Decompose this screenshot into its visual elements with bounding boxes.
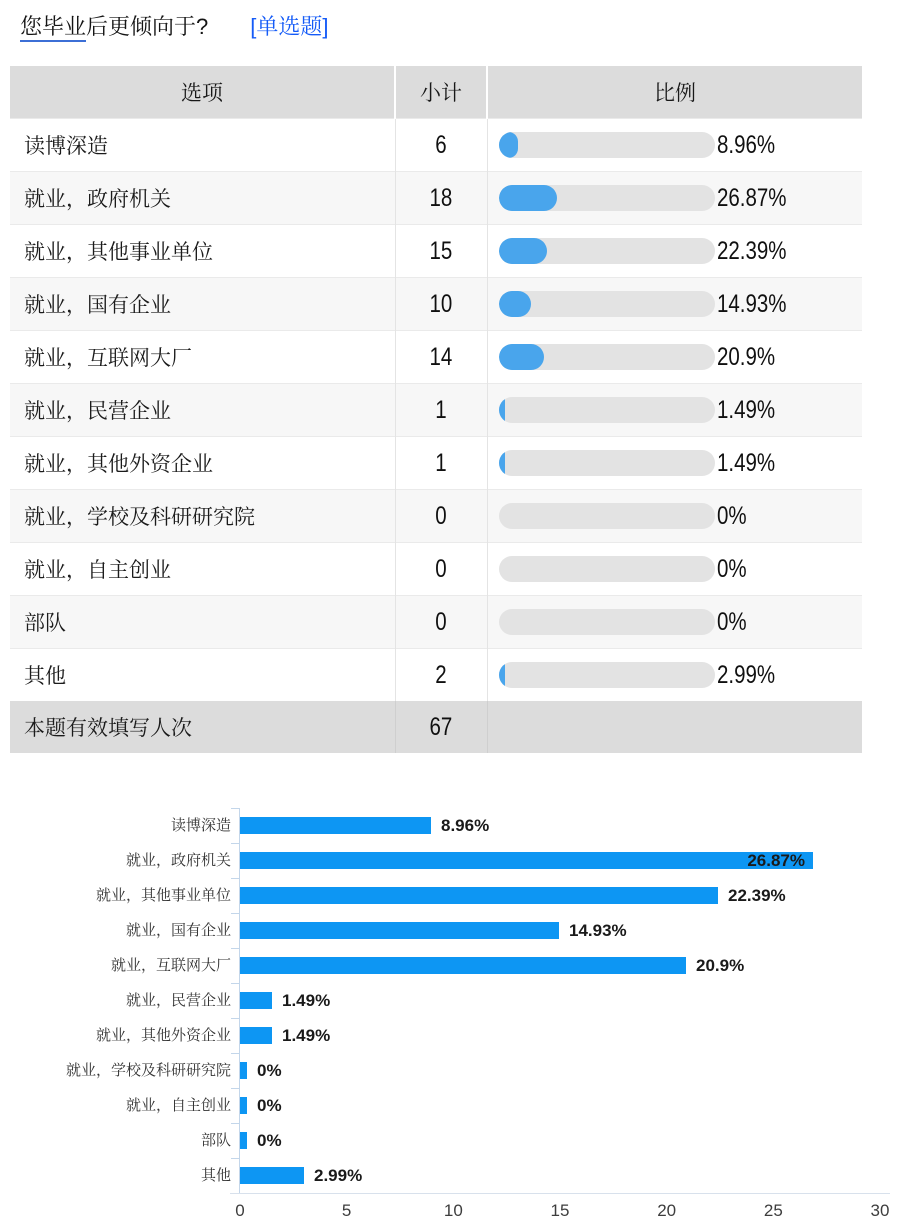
chart-category-label: 就业，自主创业 (125, 1097, 231, 1114)
chart-category-label: 就业，其他外资企业 (95, 1027, 231, 1044)
ratio-bar-fill (499, 238, 547, 264)
ratio-bar-track (499, 662, 715, 688)
option-cell: 就业，国有企业 (10, 278, 395, 331)
chart-x-axis-tick-label: 15 (550, 1201, 570, 1220)
chart-category-label: 其他 (200, 1167, 231, 1184)
chart-x-axis-tick-label: 25 (763, 1201, 783, 1220)
chart-row (0, 1158, 901, 1193)
table-row (10, 384, 862, 437)
chart-bar (240, 1167, 304, 1184)
table-row (10, 437, 862, 490)
count-cell (395, 490, 487, 543)
option-cell: 就业，民营企业 (10, 384, 395, 437)
table-row (10, 543, 862, 596)
chart-row (0, 948, 901, 983)
chart-row (0, 1053, 901, 1088)
count-value: 1 (435, 448, 447, 477)
ratio-bar-fill (499, 397, 505, 423)
chart-category-tick (231, 1053, 239, 1054)
bar-chart (0, 797, 901, 1228)
ratio-bar-track (499, 503, 715, 529)
question-type-tag: [单选题] (250, 14, 329, 39)
ratio-percent-label: 1.49% (716, 448, 775, 477)
ratio-cell (487, 278, 862, 331)
table-row (10, 119, 862, 172)
footer-label: 本题有效填写人次 (10, 701, 395, 753)
option-cell: 读博深造 (24, 135, 108, 158)
chart-bar (240, 887, 718, 904)
table-footer-row (10, 701, 862, 753)
ratio-cell (487, 119, 862, 172)
chart-bar (240, 1132, 247, 1149)
chart-bar-value-label: 8.96% (441, 816, 490, 835)
ratio-bar-fill (499, 132, 518, 158)
header-ratio: 比例 (487, 66, 862, 119)
ratio-percent-label: 0% (716, 501, 747, 530)
footer-empty-cell (487, 701, 862, 753)
chart-x-axis-line (230, 1193, 890, 1194)
count-cell (395, 543, 487, 596)
chart-category-tick (231, 1088, 239, 1089)
chart-row (0, 808, 901, 843)
table-row (10, 278, 862, 331)
count-cell (395, 278, 487, 331)
count-value: 1 (435, 395, 447, 424)
ratio-percent-label: 26.87% (716, 183, 787, 212)
ratio-bar-fill (499, 291, 531, 317)
ratio-cell (487, 384, 862, 437)
question-title-underlined: 您毕业 (20, 14, 86, 42)
chart-row (0, 913, 901, 948)
chart-row (0, 1018, 901, 1053)
chart-bar (240, 817, 431, 834)
chart-bar-value-label: 20.9% (696, 956, 745, 975)
count-cell (395, 172, 487, 225)
chart-bar-value-label: 0% (257, 1061, 282, 1080)
ratio-cell (487, 649, 862, 702)
table-row (10, 172, 862, 225)
ratio-percent-label: 22.39% (716, 236, 787, 265)
count-value: 0 (435, 501, 447, 530)
results-table (10, 66, 862, 753)
ratio-cell (487, 437, 862, 490)
question-title (0, 0, 901, 42)
ratio-percent-label: 14.93% (716, 289, 787, 318)
ratio-cell (487, 331, 862, 384)
ratio-bar-track (499, 609, 715, 635)
chart-category-label: 部队 (200, 1132, 231, 1149)
count-value: 0 (435, 607, 447, 636)
count-value: 14 (429, 342, 453, 371)
ratio-bar-track (499, 132, 715, 158)
chart-category-label: 就业，政府机关 (125, 852, 231, 869)
chart-bar (240, 1097, 247, 1114)
ratio-percent-label: 0% (716, 554, 747, 583)
count-cell (395, 384, 487, 437)
count-cell (395, 225, 487, 278)
chart-category-tick (231, 808, 239, 809)
ratio-bar-track (499, 238, 715, 264)
chart-bar (240, 1062, 247, 1079)
ratio-bar-fill (499, 450, 505, 476)
chart-row (0, 1123, 901, 1158)
ratio-percent-label: 8.96% (716, 130, 775, 159)
table-row (10, 225, 862, 278)
chart-bar (240, 957, 686, 974)
ratio-cell (487, 543, 862, 596)
chart-category-axis-line (239, 808, 240, 1193)
chart-category-label: 读博深造 (170, 817, 231, 834)
ratio-bar-track (499, 397, 715, 423)
chart-category-label: 就业，民营企业 (125, 992, 231, 1009)
option-cell: 就业，互联网大厂 (24, 347, 192, 370)
count-value: 18 (429, 183, 453, 212)
ratio-bar-track (499, 556, 715, 582)
count-value: 15 (429, 236, 453, 265)
count-value: 6 (435, 130, 447, 159)
footer-count-cell (395, 701, 487, 753)
option-cell: 就业，政府机关 (10, 172, 395, 225)
table-body (10, 119, 862, 702)
ratio-bar-fill (499, 344, 544, 370)
ratio-bar-track (499, 291, 715, 317)
header-option: 选项 (10, 66, 395, 119)
chart-category-tick (231, 1123, 239, 1124)
ratio-cell (487, 172, 862, 225)
option-cell: 部队 (10, 596, 395, 649)
chart-x-axis-tick-label: 20 (657, 1201, 677, 1220)
chart-bar-value-label: 1.49% (282, 991, 331, 1010)
header-count: 小计 (395, 66, 487, 119)
count-cell (395, 437, 487, 490)
chart-bar-value-label: 2.99% (314, 1166, 363, 1185)
table-row (10, 490, 862, 543)
option-cell: 其他 (24, 665, 66, 688)
chart-bar-value-label: 1.49% (282, 1026, 331, 1045)
ratio-bar-track (499, 450, 715, 476)
chart-category-label: 就业，互联网大厂 (110, 957, 231, 974)
chart-x-axis-tick-label: 0 (235, 1201, 245, 1220)
ratio-cell (487, 490, 862, 543)
chart-bar-value-label: 22.39% (728, 886, 786, 905)
count-value: 10 (429, 289, 453, 318)
chart-row (0, 983, 901, 1018)
ratio-cell (487, 225, 862, 278)
option-cell: 就业，其他事业单位 (24, 241, 213, 264)
option-cell: 就业，学校及科研研究院 (10, 490, 395, 543)
chart-category-label: 就业，其他事业单位 (95, 887, 231, 904)
count-value: 0 (435, 554, 447, 583)
chart-bar (240, 1027, 272, 1044)
chart-x-axis-tick-label: 30 (870, 1201, 890, 1220)
chart-category-tick (231, 843, 239, 844)
chart-row (0, 878, 901, 913)
count-cell (395, 119, 487, 172)
chart-category-label: 就业，国有企业 (125, 922, 231, 939)
ratio-percent-label: 1.49% (716, 395, 775, 424)
ratio-bar-track (499, 344, 715, 370)
ratio-bar-fill (499, 662, 505, 688)
chart-row (0, 843, 901, 878)
chart-category-tick (231, 1018, 239, 1019)
ratio-percent-label: 0% (716, 607, 747, 636)
table-row (10, 649, 862, 702)
chart-bar (240, 992, 272, 1009)
table-row (10, 331, 862, 384)
ratio-bar-track (499, 185, 715, 211)
chart-category-tick (231, 948, 239, 949)
option-cell: 就业，自主创业 (24, 559, 171, 582)
question-title-rest: 后更倾向于? (86, 14, 209, 39)
chart-row (0, 1088, 901, 1123)
table-header-row (10, 66, 862, 119)
table-row (10, 596, 862, 649)
option-cell: 就业，其他外资企业 (24, 453, 213, 476)
chart-category-tick (231, 913, 239, 914)
chart-bar (240, 922, 559, 939)
chart-category-tick (231, 983, 239, 984)
ratio-cell (487, 596, 862, 649)
chart-bar-value-label: 14.93% (569, 921, 627, 940)
chart-bar-value-label: 0% (257, 1096, 282, 1115)
count-value: 2 (435, 660, 447, 689)
ratio-percent-label: 20.9% (716, 342, 775, 371)
count-cell (395, 649, 487, 702)
chart-bar-value-label: 26.87% (747, 851, 805, 870)
chart-bar-value-label: 0% (257, 1131, 282, 1150)
ratio-percent-label: 2.99% (716, 660, 775, 689)
footer-count: 67 (429, 712, 453, 741)
count-cell (395, 596, 487, 649)
chart-bar (240, 852, 813, 869)
count-cell (395, 331, 487, 384)
chart-category-tick (231, 878, 239, 879)
ratio-bar-fill (499, 185, 557, 211)
chart-x-axis-tick-label: 10 (443, 1201, 463, 1220)
chart-category-tick (231, 1158, 239, 1159)
chart-x-axis-tick-label: 5 (341, 1201, 352, 1220)
chart-category-label: 就业，学校及科研研究院 (65, 1062, 231, 1079)
